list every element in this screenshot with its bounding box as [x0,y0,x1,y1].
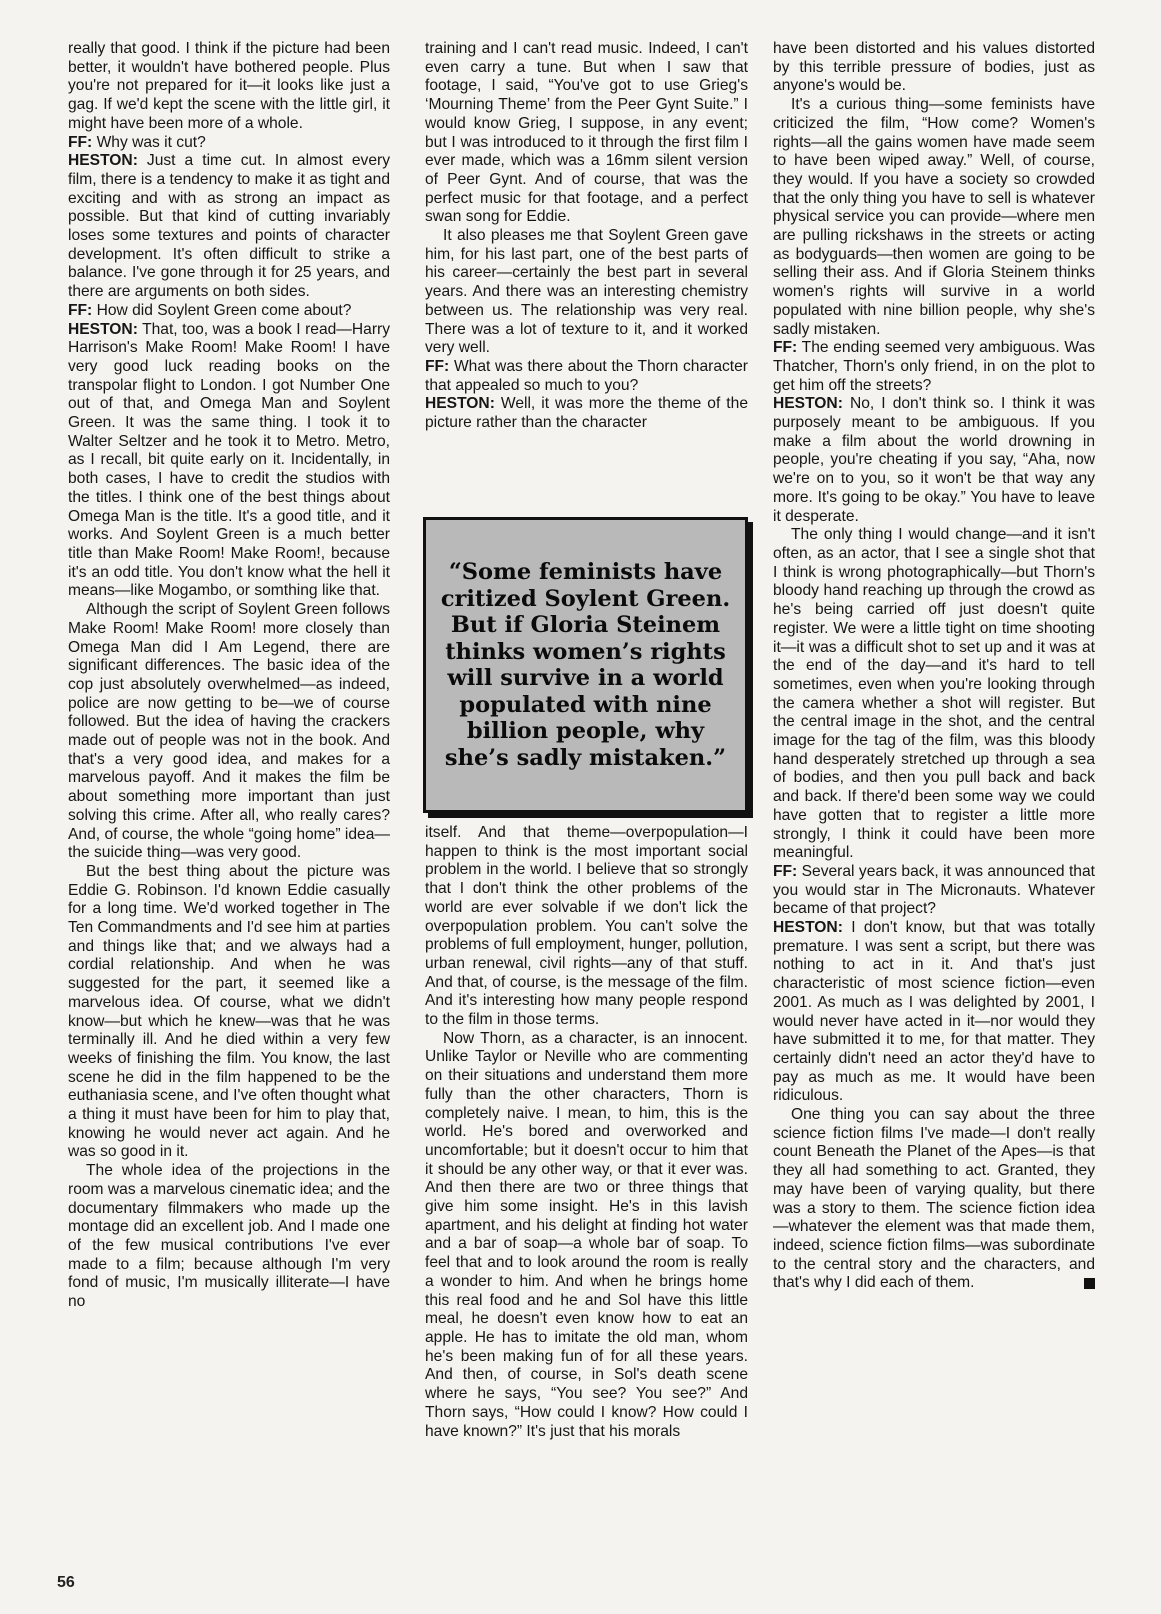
paragraph [68,134,390,153]
paragraph-text: Several years back, it was announced that you would star in The Micronauts. Whatever became of that project? [773,862,1095,918]
paragraph-text: Just a time cut. In almost every film, there is a tendency to make it as tight and exciting and with as strong an impact as possible. But that kind of cutting invariably loses some textures and points of character development. It's often difficult to strike a balance. I've gone through it for 25 years, and there are arguments on both sides. [68,152,390,301]
paragraph: But the best thing about the picture was Eddie G. Robinson. I'd known Eddie casually for a long time. We'd worked together in The Ten Commandments and I'd see him at parties and things like that; and we always had a cordial relationship. And when he was suggested for the part, it seemed like a marvelous idea. Of course, what we didn't know—but which he knew—was that he was terminally ill. And he died within a very few weeks of finishing the film. You know, the last scene he did in the film happened to be the euthaniasia scene, and I've often thought what a thing it must have been for him to play that, knowing he would never act again. And he was so good in it. [68,862,390,1161]
paragraph: really that good. I think if the picture had been better, it wouldn't have bothered people. Plus you're not prepared for it—it looks like just a gag. If we'd kept the scene with the little girl, it might have been more of a whole. [68,40,390,132]
paragraph-text: Why was it cut? [92,133,206,151]
speaker-label: HESTON: [425,395,495,413]
paragraph-text: Well, it was more the theme of the picture rather than the character [425,395,748,432]
paragraph [425,358,748,395]
paragraph [773,919,1095,1106]
pull-quote-box [423,517,748,813]
article-column-3 [773,40,1095,1293]
paragraph-text: How did Soylent Green come about? [92,301,352,319]
paragraph [773,339,1095,395]
paragraph [68,302,390,321]
speaker-label: FF: [773,339,798,357]
paragraph-text: What was there about the Thorn character that appealed so much to you? [425,357,748,394]
paragraph: Although the script of Soylent Green follows Make Room! Make Room! more closely than Omega Man did I Am Legend, there are significant differences. The basic idea of the cop just absolutely overwhelmed—as indeed, police are now getting to be—we of course followed. But the idea of having the crackers made out of people was not in the book. And that's a very good idea, and makes for a marvelous payoff. And it makes the film be about something more important than just solving this crime. After all, who really cares? And, of course, the whole “going home” idea—the suicide thing—was very good. [68,601,390,862]
end-of-article-mark [1084,1278,1095,1289]
paragraph: itself. And that theme—overpopulation—I happen to think is the most important social problem in the world. I believe that so strongly that I don't think the other problems of the world are ever solvable if we don't lick the overpopulation problem. You can't solve the problems of full employment, hunger, pollution, urban renewal, civil rights—any of that stuff. And that, of course, is the message of the film. And it's interesting how many people respond to the film in those terms. [425,824,748,1029]
paragraph-text: The ending seemed very ambiguous. Was Thatcher, Thorn's only friend, in on the plot to get him off the streets? [773,339,1095,394]
paragraph-text: One thing you can say about the three science fiction films I've made—I don't really count Beneath the Planet of the Apes—is that they all had something to act. Granted, they may have been of varying quality, but there was a story to them. The science fiction idea—whatever the element was that made them, indeed, science fiction films—was subordinate to the central story and the characters, and that's why I did each of them. [773,1106,1095,1292]
speaker-label: HESTON: [773,919,843,937]
paragraph-text: That, too, was a book I read—Harry Harrison's Make Room! Make Room! I have very good luck reading books on the transpolar flight to London. I got Number One out of that, and Omega Man and Soylent Green. It was the same thing. I took it to Walter Seltzer and he took it to Metro. Metro, as I recall, bit quite early on it. Incidentally, in both cases, I have to credit the studios with the titles. I think one of the best things about Omega Man is the title. It's a good title, and it works. And Soylent Green is a much better title than Make Room! Make Room!, because it's an odd title. You don't know what the hell it means—like Mogambo, or somthing like that. [68,320,390,600]
paragraph: training and I can't read music. Indeed, I can't even carry a tune. But when I saw that footage, I said, “You've got to use Grieg's ‘Mourning Theme’ from the Peer Gynt Suite.” I would know Grieg, I suppose, in any event; but I was introduced to it through the first film I ever made, which was a 16mm silent version of Peer Gynt. And of course, that was the perfect music for that footage, and a perfect swan song for Eddie. [425,40,748,226]
paragraph-text: No, I don't think so. I think it was purposely meant to be ambiguous. If you make a film about the world drowning in people, you're cheating if you say, “Aha, now we're on to you, so it won't be that way any more. It's going to be okay.” You have to leave it desperate. [773,395,1095,525]
paragraph: It also pleases me that Soylent Green gave him, for his last part, one of the best parts of his career—certainly the best part in several years. And there was an interesting chemistry between us. The relationship was very real. There was a lot of texture to it, and it worked very well. [425,227,748,357]
paragraph: Now Thorn, as a character, is an innocent. Unlike Taylor or Neville who are commenting on their situations and understand them more fully than the other characters, Thorn is completely naive. I mean, to him, this is the world. He's bored and overworked and uncomfortable; but it doesn't occur to him that it should be any other way, or that it ever was. And then there are two or three things that give him some insight. He's in this lavish apartment, and his delight at finding hot water and a bar of soap—a whole bar of soap. To feel that and to look around the room is really a wonder to him. And when he brings home this real food and he and Sol have this little meal, he doesn't even know how to eat an apple. He has to imitate the old man, whom he's been making fun of for all these years. And then, of course, in Sol's death scene where he says, “You see? You see?” And Thorn says, “How could I know? How could I have known?” It's just that his morals [425,1029,748,1440]
paragraph: The whole idea of the projections in the room was a marvelous cinematic idea; and the documentary filmmakers who made up the montage did an excellent job. And I made one of the few musical contributions I've ever made to a film; because although I'm very fond of music, I'm musically illiterate—I have no [68,1162,390,1311]
paragraph: The only thing I would change—and it isn't often, as an actor, that I see a single shot that I think is wrong photographically—but Thorn's bloody hand reaching up through the crowd as he's being carried off just doesn't quite register. We were a little tight on time shooting it—it was a difficult shot to set up and it was at the end of the day—and it's hard to tell sometimes, even when you're looking through the camera whether a shot will register. But the central image in the shot, and the central image for the tag of the film, was this bloody hand desperately stretched up through a sea of bodies, and then you pull back and back and back. If there'd been some way we could have gotten that to register a little more strongly, I think it could have been more meaningful. [773,526,1095,862]
paragraph [68,321,390,602]
pull-quote-text: “Some feminists have critized Soylent Green. But if Gloria Steinem thinks women’s rights will survive in a world populated with nine billion people, why she’s sadly mistaken.” [440,559,731,771]
paragraph [773,863,1095,919]
article-column-2-top [425,40,748,433]
article-column-2-bottom [425,824,748,1441]
article-column-1 [68,40,390,1312]
paragraph: have been distorted and his values distorted by this terrible pressure of bodies, just as anyone's would be. [773,40,1095,95]
paragraph [773,1106,1095,1293]
speaker-label: FF: [425,357,450,375]
paragraph [425,395,748,432]
paragraph-text: I don't know, but that was totally premature. I was sent a script, but there was nothing to act in it. And that's just characteristic of most science fiction—even 2001. As much as I was delighted by 2001, I would never have acted in it—nor would they have submitted it to me, for that matter. They certainly didn't need an actor they'd have to pay as much as me. It would have been ridiculous. [773,919,1095,1105]
paragraph [68,152,390,302]
speaker-label: HESTON: [68,320,138,338]
speaker-label: FF: [773,862,798,880]
paragraph [773,395,1095,526]
speaker-label: FF: [68,301,93,319]
paragraph: It's a curious thing—some feminists have criticized the film, “How come? Women's rights—all the gains women have made seem to have been wiped away.” Well, of course, they would. If you have a society so crowded that the only thing you have to sell is whatever physical service you can provide—where men are pulling rickshaws in the streets or acting as bodyguards—then women are going to be selling their ass. And if Gloria Steinem thinks women's rights will survive in a world populated with nine billion people, why she's sadly mistaken. [773,96,1095,338]
speaker-label: FF: [68,133,93,151]
speaker-label: HESTON: [68,152,138,170]
speaker-label: HESTON: [773,395,843,413]
page-number: 56 [57,1574,75,1591]
